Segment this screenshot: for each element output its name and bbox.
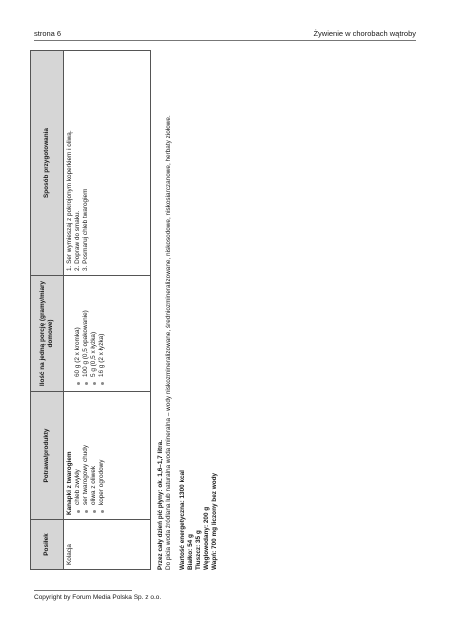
water-note: Do picia woda źródlana lub naturalna woda mineralna – wody niskozmineralizowane, średniozmineralizowane, niskosodowe, niskosiarczanowe, herbaty ziołowe. <box>165 115 172 570</box>
notes <box>157 50 173 570</box>
page-number: strona 6 <box>34 29 62 38</box>
list-item: 3. Posmaruj chleb twarogiem <box>82 188 89 271</box>
list-item: 2. Dopraw do smaku. <box>74 210 81 271</box>
product-list <box>74 396 106 515</box>
list-item: 100 g (0,5 opakowanie) <box>82 280 90 387</box>
list-item: 5 g (0,5 x łyżka) <box>90 280 98 387</box>
list-item: chleb zwykły <box>74 396 82 515</box>
nutrition-calcium: Wapń: 700 mg liczony bez wody <box>211 472 218 570</box>
nutrition-summary <box>179 50 219 570</box>
column-header-meal: Posiłek <box>31 520 64 570</box>
meal-cell <box>64 520 151 570</box>
preparation-cell <box>64 51 151 276</box>
table-row <box>64 51 151 570</box>
dish-name: Kanapki z twarogiem <box>66 451 73 515</box>
nutrition-carbs: Węglowodany: 200 g <box>203 506 210 570</box>
dish-cell <box>64 392 151 520</box>
header-divider <box>34 40 416 41</box>
list-item: koper ogrodowy <box>98 396 106 515</box>
nutrition-fat: Tłuszcz: 35 g <box>195 530 202 570</box>
amount-list <box>74 280 106 387</box>
list-item: ser twarogowy chudy <box>82 396 90 515</box>
nutrition-protein: Białko: 54 g <box>187 534 194 570</box>
meal-name: Kolacja <box>66 544 73 565</box>
column-header-dish: Potrawa/produkty <box>31 392 64 520</box>
column-header-amount: Ilość na jedną porcję (gramy/miary domowe) <box>31 276 64 392</box>
list-item: 16 g (2 x łyżka) <box>98 280 106 387</box>
list-item: 60 g (2 x kromka) <box>74 280 82 387</box>
table-header-row <box>31 51 64 570</box>
fluids-note: Przez cały dzień pić płyny: ok. 1,6–1,7 litra. <box>157 440 164 570</box>
amount-cell <box>64 276 151 392</box>
nutrition-energy: Wartość energetyczna: 1300 kcal <box>179 470 186 570</box>
list-item: oliwa z oliwek <box>90 396 98 515</box>
column-header-preparation: Sposób przygotowania <box>31 51 64 276</box>
list-item: 1. Ser wymieszaj z pokrojonym koperkiem i oliwą. <box>66 130 73 271</box>
footer-divider <box>34 590 132 591</box>
meal-plan-table <box>30 50 151 570</box>
copyright: Copyright by Forum Media Polska Sp. z o.o. <box>34 594 162 601</box>
rotated-content <box>30 50 218 570</box>
document-title: Żywienie w chorobach wątroby <box>313 29 416 38</box>
preparation-steps <box>66 55 90 271</box>
